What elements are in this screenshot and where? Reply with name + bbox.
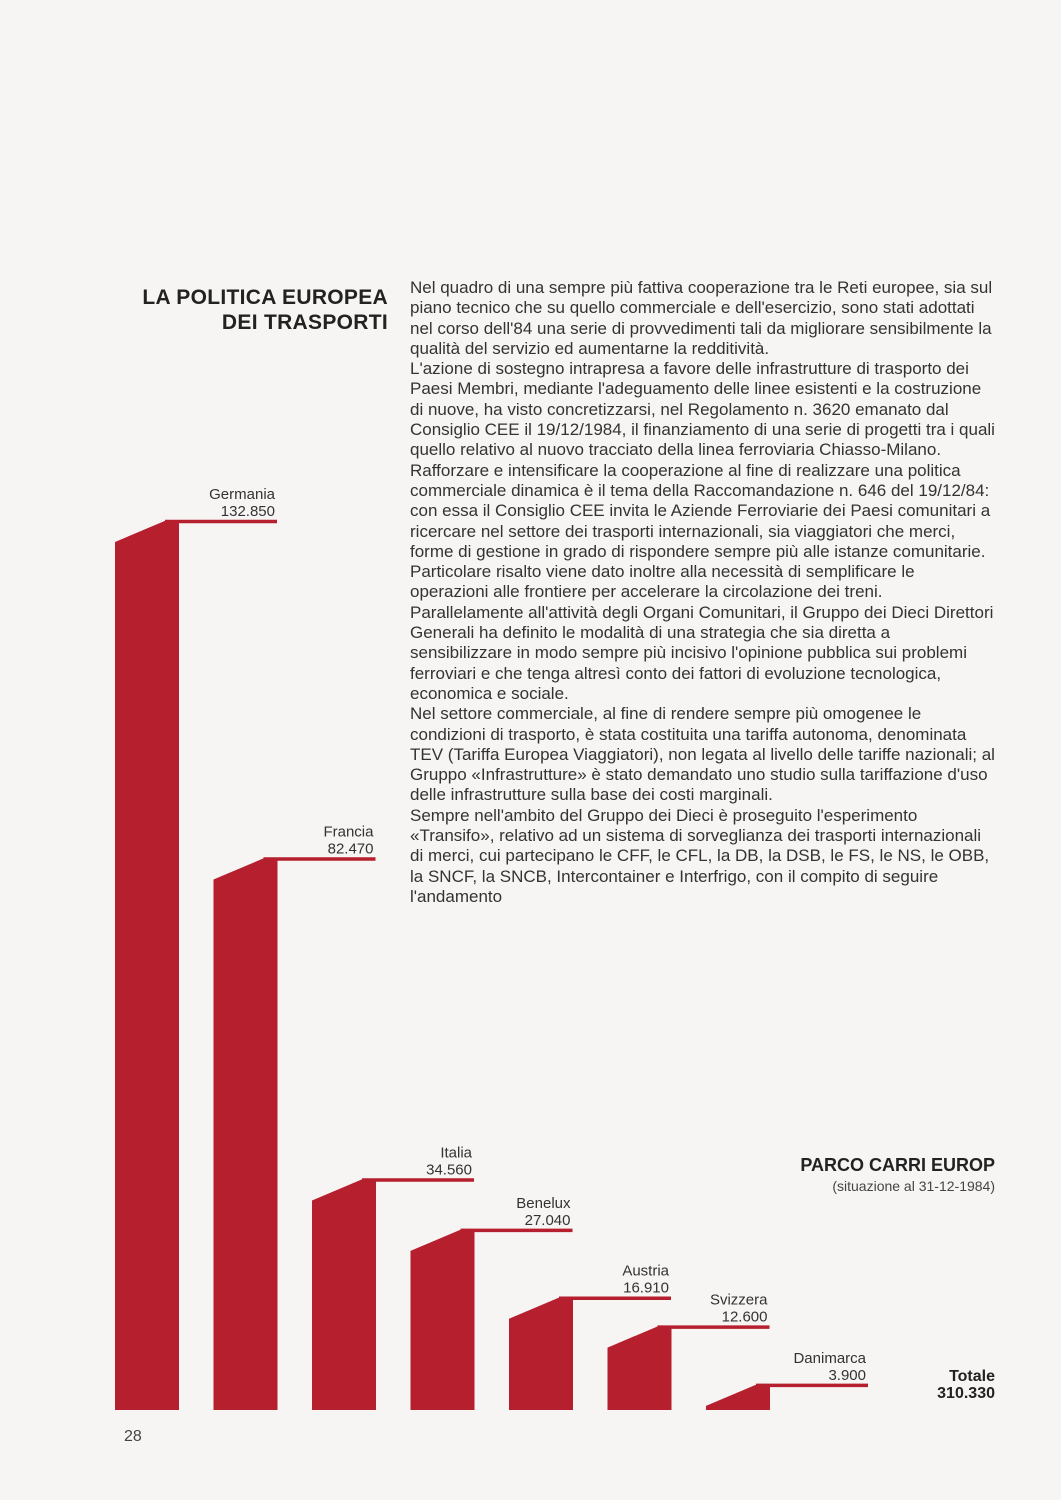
bar (608, 1326, 672, 1410)
bar (214, 858, 278, 1410)
bar (509, 1297, 573, 1410)
chart-subtitle: (situazione al 31-12-1984) (832, 1178, 995, 1194)
bar (115, 520, 179, 1410)
title-line-2: DEI TRASPORTI (221, 311, 388, 334)
title-line-1: LA POLITICA EUROPEA (142, 286, 388, 309)
chart-title: PARCO CARRI EUROP (800, 1155, 995, 1175)
value-label: 132.850 (220, 503, 275, 520)
total-label: Totale (949, 1368, 995, 1385)
paragraph: Parallelamente all'attività degli Organi Comunitari, il Gruppo dei Dieci Direttori Generali ha definito le modalità di una strategia che sia diretta a sensibilizzare in modo sempre più incisivo l'opinione pubblica sui problemi ferroviari e che tenga altresì conto dei fattori di evoluzione tecnologica, economica e sociale. (410, 602, 994, 703)
value-label: 27.040 (524, 1211, 571, 1229)
paragraph: Nel quadro di una sempre più fattiva cooperazione tra le Reti europee, sia sul piano tecnico che su quello commerciale e dell'esercizio, sono stati adottati nel corso dell'84 una serie di provvedimenti tali da migliorare sensibilmente la qualità del servizio ed aumentarne la redditività. (410, 278, 993, 358)
paragraph: Sempre nell'ambito del Gruppo dei Dieci è proseguito l'esperimento «Transifo», relativo ad un sistema di sorveglianza dei trasporti internazionali di merci, cui partecipano le CFF, le CFL, la DB, la DSB, le FS, le NS, le OBB, la SNCF, la SNCB, Intercontainer e Interfrigo, con il compito di seguire l'andamento (410, 805, 990, 906)
value-label: 12.600 (721, 1308, 768, 1326)
chart-total (880, 1368, 995, 1402)
category-label: Austria (622, 1262, 669, 1280)
value-label: 82.470 (327, 840, 374, 858)
category-label: Germania (209, 486, 275, 503)
category-label: Svizzera (709, 1291, 768, 1309)
value-label: 16.910 (623, 1279, 669, 1297)
value-label: 34.560 (426, 1161, 472, 1179)
chart-legend (700, 1155, 995, 1194)
paragraph: Nel settore commerciale, al fine di rendere sempre più omogenee le condizioni di trasporto, è stata costituita una tariffa autonoma, denominata TEV (Tariffa Europea Viaggiatori), non legata al livello delle tariffe nazionali; al Gruppo «Infrastrutture» è stato demandato uno studio sulla tariffazione d'uso delle infrastrutture sulla base dei costi marginali. (410, 704, 995, 805)
category-label: Francia (323, 823, 374, 841)
category-label: Danimarca (793, 1349, 866, 1367)
paragraph: Particolare risalto viene dato inoltre alla necessità di semplificare le operazioni alle frontiere per accelerare la circolazione dei treni. (410, 562, 915, 602)
category-label: Benelux (516, 1194, 571, 1212)
paragraph: Rafforzare e intensificare la cooperazione al fine di realizzare una politica commerciale dinamica è il tema della Raccomandazione n. 646 del 19/12/84: con essa il Consiglio CEE invita le Aziende Ferroviarie dei Paesi comunitari a ricercare nel settore dei trasporti internazionali, sia viaggiatori che merci, forme di gestione in grado di rispondere sempre più alle istanze comunitarie. (410, 460, 991, 561)
bar (706, 1384, 770, 1410)
category-label: Italia (440, 1144, 472, 1162)
total-value: 310.330 (937, 1385, 995, 1402)
value-label: 3.900 (828, 1366, 866, 1384)
page-number: 28 (124, 1428, 142, 1445)
bar (411, 1229, 475, 1410)
paragraph: L'azione di sostegno intrapresa a favore delle infrastrutture di trasporto dei Paesi Membri, mediante l'adeguamento delle linee esistenti e la costruzione di nuove, ha visto concretizzarsi, nel Regolamento n. 3620 emanato dal Consiglio CEE il 19/12/1984, il finanziamento di una serie di progetti tra i quali quello relativo al nuovo tracciato della linea ferroviaria Chiasso-Milano. (410, 359, 995, 460)
bar (312, 1178, 376, 1410)
bar-group-danimarca (706, 1350, 868, 1410)
